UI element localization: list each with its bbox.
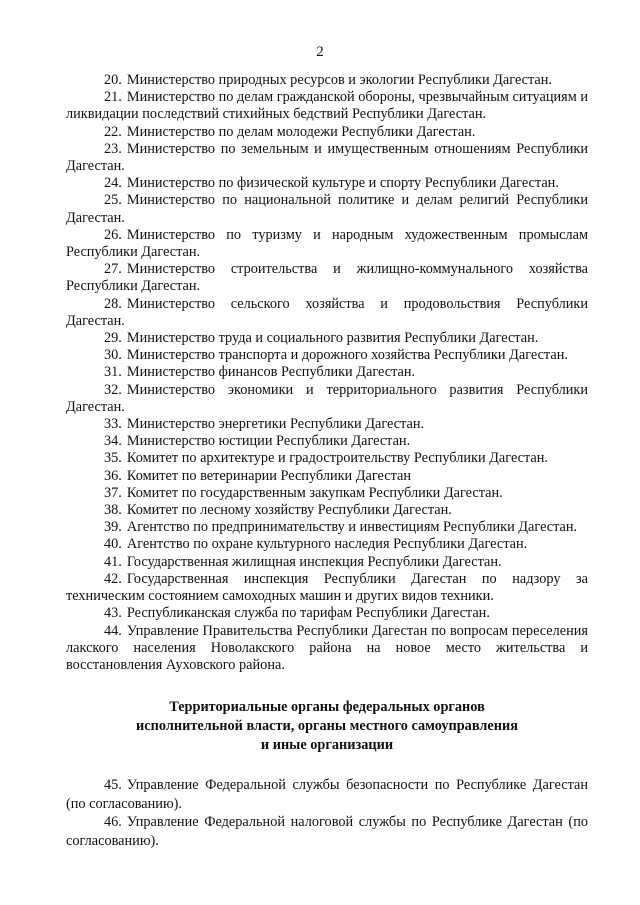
list-item (66, 623, 588, 675)
list-item-text: Агентство по охране культурного наследия Республики Дагестан. (126, 536, 528, 553)
list-item (66, 261, 588, 295)
document-body (66, 72, 588, 850)
list-item (66, 468, 588, 485)
page-number: 2 (316, 44, 324, 60)
list-item (66, 536, 588, 553)
list-item-number: 20. (104, 72, 122, 88)
list-item (66, 813, 588, 850)
list-item-number: 23. (104, 140, 122, 157)
list-item-text: Министерство по физической культуре и спорту Республики Дагестан. (126, 175, 559, 192)
list-item-number: 30. (104, 347, 122, 364)
list-item-text: Управление Федеральной налоговой службы по Республике Дагестан (по согласованию). (66, 814, 588, 849)
list-item (66, 382, 588, 416)
list-item-number: 37. (104, 484, 122, 501)
list-item-number: 44. (104, 622, 122, 639)
list-item (66, 192, 588, 226)
list-item-text: Республиканская служба по тарифам Республики Дагестан. (126, 605, 490, 622)
list-item-number: 25. (104, 192, 122, 209)
list-item (66, 485, 588, 502)
list-item (66, 519, 588, 536)
list-item-text: Управление Федеральной службы безопасности по Республике Дагестан (по согласованию). (66, 777, 588, 812)
list-item-text: Управление Правительства Республики Дагестан по вопросам переселения лакского населения Новолакского района на новое место жительства и восстановления Ауховского района. (66, 622, 588, 673)
list-item (66, 175, 588, 192)
section-heading (66, 698, 588, 755)
list-item (66, 416, 588, 433)
list-item-text: Министерство энергетики Республики Дагестан. (126, 416, 425, 433)
list-item-text: Министерство по туризму и народным художественным промыслам Республики Дагестан. (66, 226, 588, 261)
list-item-text: Министерство по земельным и имущественным отношениям Республики Дагестан. (66, 140, 588, 175)
list-item-text: Министерство финансов Республики Дагестан. (126, 364, 416, 381)
list-item-number: 32. (104, 381, 122, 398)
list-item-text: Министерство экономики и территориального развития Республики Дагестан. (66, 381, 588, 415)
list-item (66, 364, 588, 381)
list-item-number: 24. (104, 175, 122, 192)
list-item-number: 45. (104, 777, 122, 794)
list-item-number: 36. (104, 467, 122, 484)
list-item-number: 46. (104, 814, 122, 831)
list-item-number: 27. (104, 261, 122, 278)
list-item-number: 29. (104, 330, 122, 347)
list-item (66, 141, 588, 175)
list-item-text: Министерство по национальной политике и делам религий Республики Дагестан. (66, 192, 588, 226)
list-item-text: Государственная жилищная инспекция Республики Дагестан. (126, 553, 502, 570)
list-item (66, 571, 588, 605)
section-heading-line-2: исполнительной власти, органы местного самоуправления (136, 718, 518, 735)
list-item-number: 41. (104, 553, 122, 570)
list-item-text: Комитет по архитектуре и градостроительству Республики Дагестан. (126, 450, 548, 467)
organization-list (66, 776, 588, 850)
list-item-number: 22. (104, 123, 122, 140)
list-item-text: Министерство юстиции Республики Дагестан. (126, 433, 411, 450)
list-item-text: Государственная инспекция Республики Дагестан по надзору за техническим состоянием самоходных машин и других видов техники. (66, 570, 588, 605)
list-item (66, 72, 588, 89)
list-item (66, 227, 588, 261)
list-item-number: 35. (104, 450, 122, 467)
list-item-number: 33. (104, 416, 122, 433)
list-item (66, 89, 588, 123)
list-item-number: 34. (104, 433, 122, 450)
list-item (66, 330, 588, 347)
list-item-text: Агентство по предпринимательству и инвестициям Республики Дагестан. (126, 519, 578, 536)
list-item-text: Министерство по делам молодежи Республики Дагестан. (126, 123, 476, 140)
list-item (66, 347, 588, 364)
list-item-number: 43. (104, 605, 122, 622)
list-item (66, 433, 588, 450)
list-item (66, 554, 588, 571)
list-item-text: Министерство природных ресурсов и экологии Республики Дагестан. (126, 72, 552, 88)
list-item-text: Министерство строительства и жилищно-коммунального хозяйства Республики Дагестан. (66, 261, 588, 295)
list-item (66, 776, 588, 813)
section-heading-line-3: и иные организации (260, 737, 394, 754)
list-item-text: Министерство труда и социального развития Республики Дагестан. (126, 330, 539, 347)
list-item-text: Министерство сельского хозяйства и продовольствия Республики Дагестан. (66, 295, 588, 329)
list-item (66, 450, 588, 467)
list-item (66, 605, 588, 622)
list-item-text: Комитет по ветеринарии Республики Дагестан (126, 467, 412, 484)
list-item (66, 296, 588, 330)
list-item-text: Комитет по государственным закупкам Республики Дагестан. (126, 484, 503, 501)
list-item-text: Министерство по делам гражданской обороны, чрезвычайным ситуациям и ликвидации последствий стихийных бедствий Республики Дагестан. (66, 89, 588, 123)
list-item-number: 26. (104, 226, 122, 243)
list-item-number: 31. (104, 364, 122, 381)
list-item (66, 502, 588, 519)
list-item-number: 40. (104, 536, 122, 553)
list-item-number: 28. (104, 295, 122, 312)
list-item-text: Министерство транспорта и дорожного хозяйства Республики Дагестан. (126, 347, 568, 364)
list-item-number: 39. (104, 519, 122, 536)
list-item-number: 21. (104, 89, 122, 106)
list-item-number: 42. (104, 570, 122, 587)
list-item (66, 124, 588, 141)
section-heading-line-1: Территориальные органы федеральных органов (169, 699, 485, 716)
list-item-text: Комитет по лесному хозяйству Республики Дагестан. (126, 502, 452, 519)
list-item-number: 38. (104, 502, 122, 519)
ministry-list (66, 72, 588, 674)
